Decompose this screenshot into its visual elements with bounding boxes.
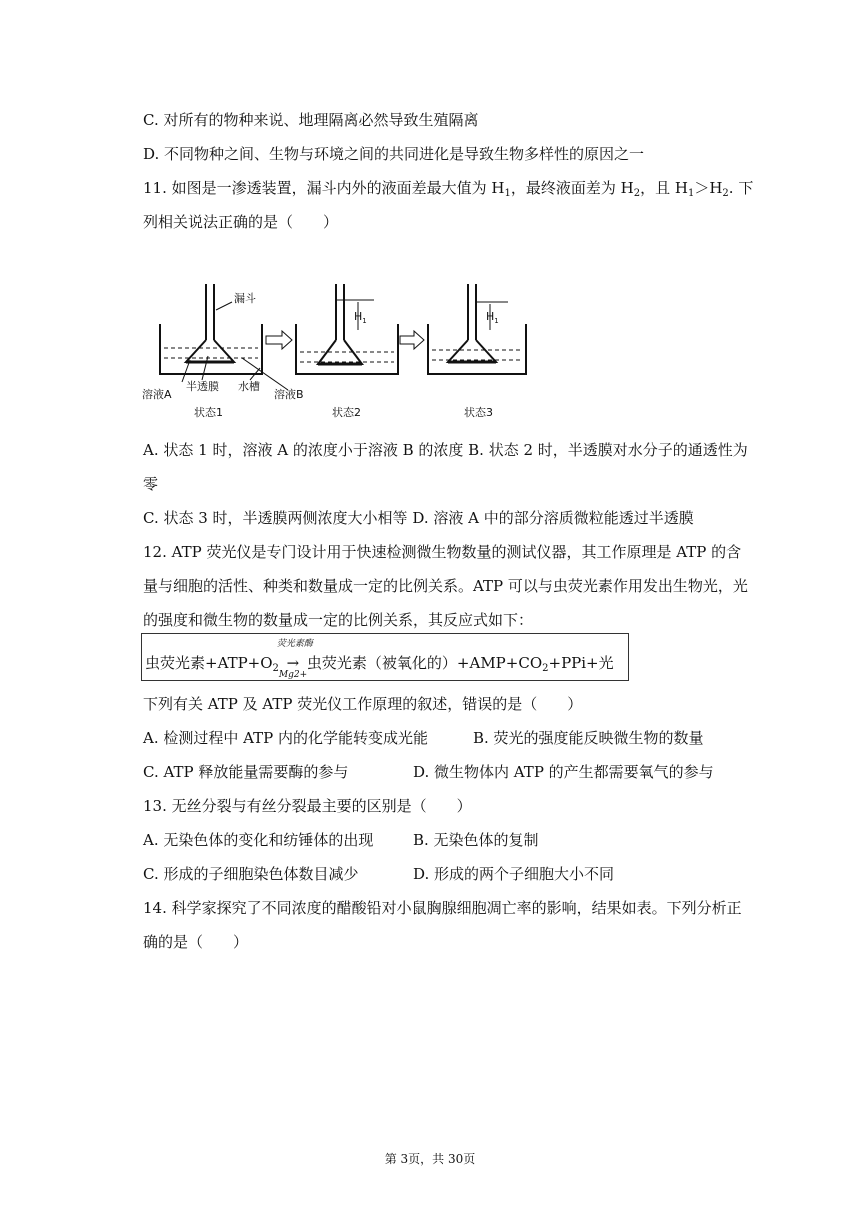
q12-stem-line2: 量与细胞的活性、种类和数量成一定的比例关系。ATP 可以与虫荧光素作用发出生物光，光: [143, 577, 748, 595]
q14-stem-line1: 14. 科学家探究了不同浓度的醋酸铅对小鼠胸腺细胞凋亡率的影响，结果如表。下列分析正: [143, 899, 742, 917]
q13-stem: 13. 无丝分裂与有丝分裂最主要的区别是（ ）: [143, 797, 472, 815]
reaction-equation: 虫荧光素$+ATP+O_2$ 荧光素酶 → Mg2+ 虫荧光素（被氧化的）$+AMP+CO_2+PPi+$光: [145, 639, 614, 680]
label-state1: 状态1: [194, 406, 223, 419]
label-tank: 水槽: [238, 380, 260, 393]
reaction-equation-box: [141, 633, 629, 681]
page-footer: 第 3页，共 30页: [384, 1152, 476, 1166]
q11-stem-line1: 11. 如图是一渗透装置，漏斗内外的液面差最大值为 $H_1$，最终液面差为 $H_2$，且 $H_1>H_2$. 下: [143, 179, 754, 199]
q12-option-d: D. 微生物体内 ATP 的产生都需要氧气的参与: [413, 763, 714, 781]
q11-option-c-d: C. 状态 3 时，半透膜两侧浓度大小相等 D. 溶液 A 中的部分溶质微粒能透过半透膜: [143, 509, 694, 527]
label-membrane: 半透膜: [186, 380, 219, 393]
q12-stem-line1: 12. ATP 荧光仪是专门设计用于快速检测微生物数量的测试仪器，其工作原理是 ATP 的含: [143, 543, 742, 561]
q12-option-c: C. ATP 释放能量需要酶的参与: [143, 763, 349, 781]
q12-option-a: A. 检测过程中 ATP 内的化学能转变成光能: [143, 729, 429, 747]
label-state2: 状态2: [332, 406, 361, 419]
q13-option-c: C. 形成的子细胞染色体数目减少: [143, 865, 359, 883]
q14-stem-line2: 确的是（ ）: [143, 933, 249, 951]
label-solution-a: 溶液A: [142, 388, 172, 401]
q12-question: 下列有关 ATP 及 ATP 荧光仪工作原理的叙述，错误的是（ ）: [143, 695, 583, 713]
q12-stem-line3: 的强度和微生物的数量成一定的比例关系，其反应式如下：: [143, 611, 534, 629]
label-solution-b: 溶液B: [274, 388, 304, 401]
q13-option-d: D. 形成的两个子细胞大小不同: [413, 865, 615, 883]
label-state3: 状态3: [464, 406, 493, 419]
q11-stem-line2: 列相关说法正确的是（ ）: [143, 213, 339, 231]
q10-option-c: C. 对所有的物种来说、地理隔离必然导致生殖隔离: [143, 111, 479, 129]
tank-state1: [160, 324, 262, 374]
q12-option-b: B. 荧光的强度能反映微生物的数量: [473, 729, 704, 747]
label-funnel: 漏斗: [234, 292, 256, 305]
q11-option-b-wrap: 零: [143, 475, 159, 493]
osmosis-diagram: [142, 280, 542, 420]
q13-option-b: B. 无染色体的复制: [413, 831, 539, 849]
label-h-state3: $H_1$: [486, 310, 499, 325]
q11-option-a-b: A. 状态 1 时，溶液 A 的浓度小于溶液 B 的浓度 B. 状态 2 时，半透膜对水分子的通透性为: [143, 441, 748, 459]
q10-option-d: D. 不同物种之间、生物与环境之间的共同进化是导致生物多样性的原因之一: [143, 145, 645, 163]
label-h-state2: $H_1$: [354, 310, 367, 325]
q13-option-a: A. 无染色体的变化和纺锤体的出现: [143, 831, 374, 849]
